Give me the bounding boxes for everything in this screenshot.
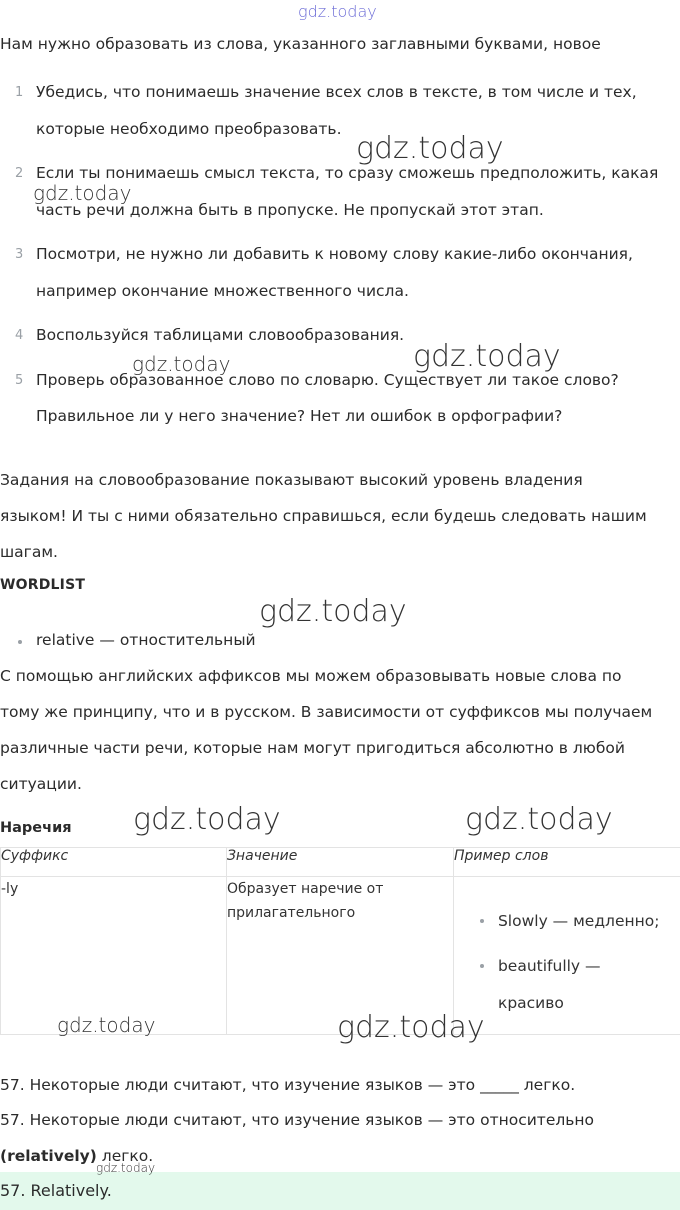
affix-line: С помощью английских аффиксов мы можем образовывать новые слова по — [0, 667, 622, 685]
affix-line: тому же принципу, что и в русском. В зависимости от суффиксов мы получаем — [0, 703, 653, 721]
bullet-icon — [480, 964, 484, 968]
meaning-text: Образует наречие от прилагательного — [226, 881, 384, 921]
step-number: 1 — [15, 85, 24, 100]
step-text: Убедись, что понимаешь значение всех слов в тексте, в том числе и тех, — [36, 83, 637, 101]
wordlist-heading: WORDLIST — [0, 577, 86, 593]
wordlist-item: relative — отностительный — [36, 631, 256, 649]
table-header-suffix: Суффикс — [1, 848, 227, 877]
example-item: Slowly — медленно; — [497, 912, 660, 930]
example-item: beautifully — — [497, 957, 601, 975]
step-number: 3 — [15, 247, 24, 262]
answer-text: 57. Relatively. — [0, 1181, 112, 1200]
step-text: например окончание множественного числа. — [36, 282, 409, 300]
example-item: красиво — [497, 994, 564, 1012]
step-number: 2 — [15, 166, 24, 181]
closing-line: шагам. — [0, 543, 58, 561]
watermark: gdz.today — [465, 802, 613, 837]
exercise-tail: легко. — [96, 1147, 154, 1165]
step-text: часть речи должна быть в пропуске. Не пропускай этот этап. — [36, 201, 544, 219]
step-text: Если ты понимаешь смысл текста, то сразу сможешь предположить, какая — [36, 164, 659, 182]
closing-line: языком! И ты с ними обязательно справишься, если будешь следовать нашим — [0, 507, 647, 525]
bullet-icon — [18, 640, 22, 644]
closing-line: Задания на словообразование показывают высокий уровень владения — [0, 471, 583, 489]
table-header-examples: Пример слов — [453, 848, 680, 877]
intro-text: Нам нужно образовать из слова, указанного заглавными буквами, новое — [0, 35, 601, 53]
watermark: gdz.today — [133, 802, 281, 837]
exercise-bold-word: (relatively) — [0, 1147, 97, 1165]
watermark-top: gdz.today — [298, 2, 377, 21]
step-text: Проверь образованное слово по словарю. Существует ли такое слово? — [36, 371, 619, 389]
step-number: 4 — [15, 328, 24, 343]
watermark: gdz.today — [96, 1161, 156, 1175]
watermark: gdz.today — [413, 339, 561, 374]
adverbs-heading: Наречия — [0, 820, 72, 836]
exercise-line: 57. Некоторые люди считают, что изучение языков — это _____ легко. — [0, 1076, 576, 1094]
table-header-meaning: Значение — [226, 848, 453, 877]
suffix-table — [0, 847, 680, 1035]
step-text: которые необходимо преобразовать. — [36, 120, 342, 138]
step-text: Воспользуйся таблицами словообразования. — [36, 326, 405, 344]
exercise-line: 57. Некоторые люди считают, что изучение языков — это относительно — [0, 1111, 595, 1129]
watermark: gdz.today — [356, 131, 504, 166]
step-text: Правильное ли у него значение? Нет ли ошибок в орфографии? — [36, 407, 563, 425]
watermark: gdz.today — [259, 594, 407, 629]
watermark: gdz.today — [57, 1013, 156, 1037]
affix-line: различные части речи, которые нам могут пригодиться абсолютно в любой — [0, 739, 625, 757]
watermark: gdz.today — [132, 352, 231, 376]
step-text: Посмотри, не нужно ли добавить к новому слову какие-либо окончания, — [36, 245, 633, 263]
affix-line: ситуации. — [0, 775, 82, 793]
table-cell-examples — [453, 877, 680, 1035]
bullet-icon — [480, 919, 484, 923]
watermark: gdz.today — [33, 181, 132, 205]
step-number: 5 — [15, 373, 24, 388]
table-cell-suffix: -ly — [1, 877, 227, 1035]
table-header-row — [1, 848, 680, 877]
watermark: gdz.today — [337, 1010, 485, 1045]
